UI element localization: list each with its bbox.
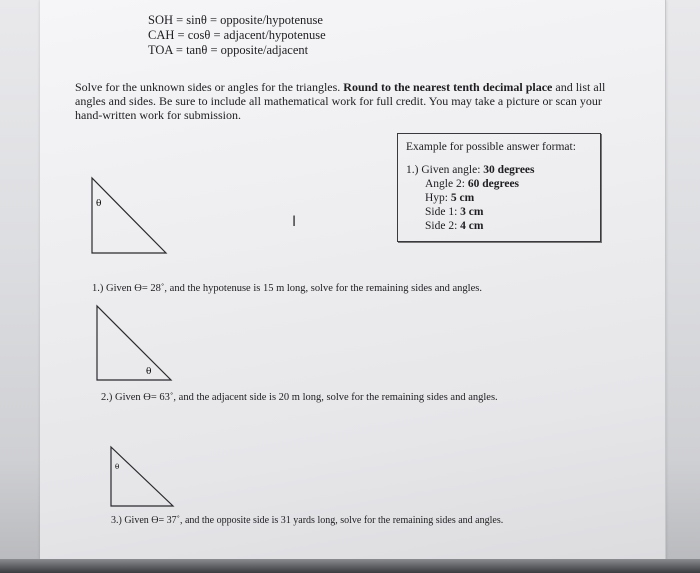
- example-answer-box: [397, 133, 601, 242]
- example-side-2: Side 2: 4 cm: [425, 220, 484, 232]
- example-given-angle: 1.) Given angle: 30 degrees: [406, 164, 535, 176]
- question-2-theta-label: θ: [115, 463, 120, 471]
- question-2-triangle: [111, 447, 191, 511]
- text-cursor-icon: I: [292, 214, 297, 230]
- question-1: 1.) Given ϴ= 28˚, and the hypotenuse is 15 m long, solve for the remaining sides and angles.: [92, 283, 482, 294]
- question-2: 2.) Given ϴ= 63˚, and the adjacent side is 20 m long, solve for the remaining sides and angles.: [101, 392, 498, 403]
- instructions-rounding-rule: Round to the nearest tenth decimal place: [343, 80, 553, 94]
- example-title: Example for possible answer format:: [406, 141, 576, 153]
- example-angle-2: Angle 2: 60 degrees: [425, 178, 520, 190]
- example-triangle: [90, 178, 170, 258]
- formula-soh: SOH = sinθ = opposite/hypotenuse: [148, 13, 323, 27]
- question-1-triangle: [97, 306, 177, 386]
- question-3: 3.) Given ϴ= 37˚, and the opposite side is 31 yards long, solve for the remaining sides and angles.: [111, 515, 504, 526]
- question-1-theta-label: θ: [146, 367, 152, 377]
- instructions-text-1: Solve for the unknown sides or angles for the triangles.: [75, 80, 344, 94]
- instructions-text-2: and list all angles and sides. Be sure to include all mathematical work for full credit. You may take a picture or scan your hand-written work for submission.: [75, 80, 606, 122]
- example-theta-label: θ: [96, 199, 102, 209]
- worksheet-page: [40, 0, 666, 560]
- formula-toa: TOA = tanθ = opposite/adjacent: [148, 43, 309, 57]
- example-hypotenuse: Hyp: 5 cm: [425, 192, 475, 204]
- formula-cah: CAH = cosθ = adjacent/hypotenuse: [148, 28, 326, 42]
- monitor-bottom-bezel: [0, 559, 700, 573]
- instructions-paragraph: [75, 80, 620, 122]
- trig-formulas: [148, 13, 326, 58]
- example-side-1: Side 1: 3 cm: [425, 206, 484, 218]
